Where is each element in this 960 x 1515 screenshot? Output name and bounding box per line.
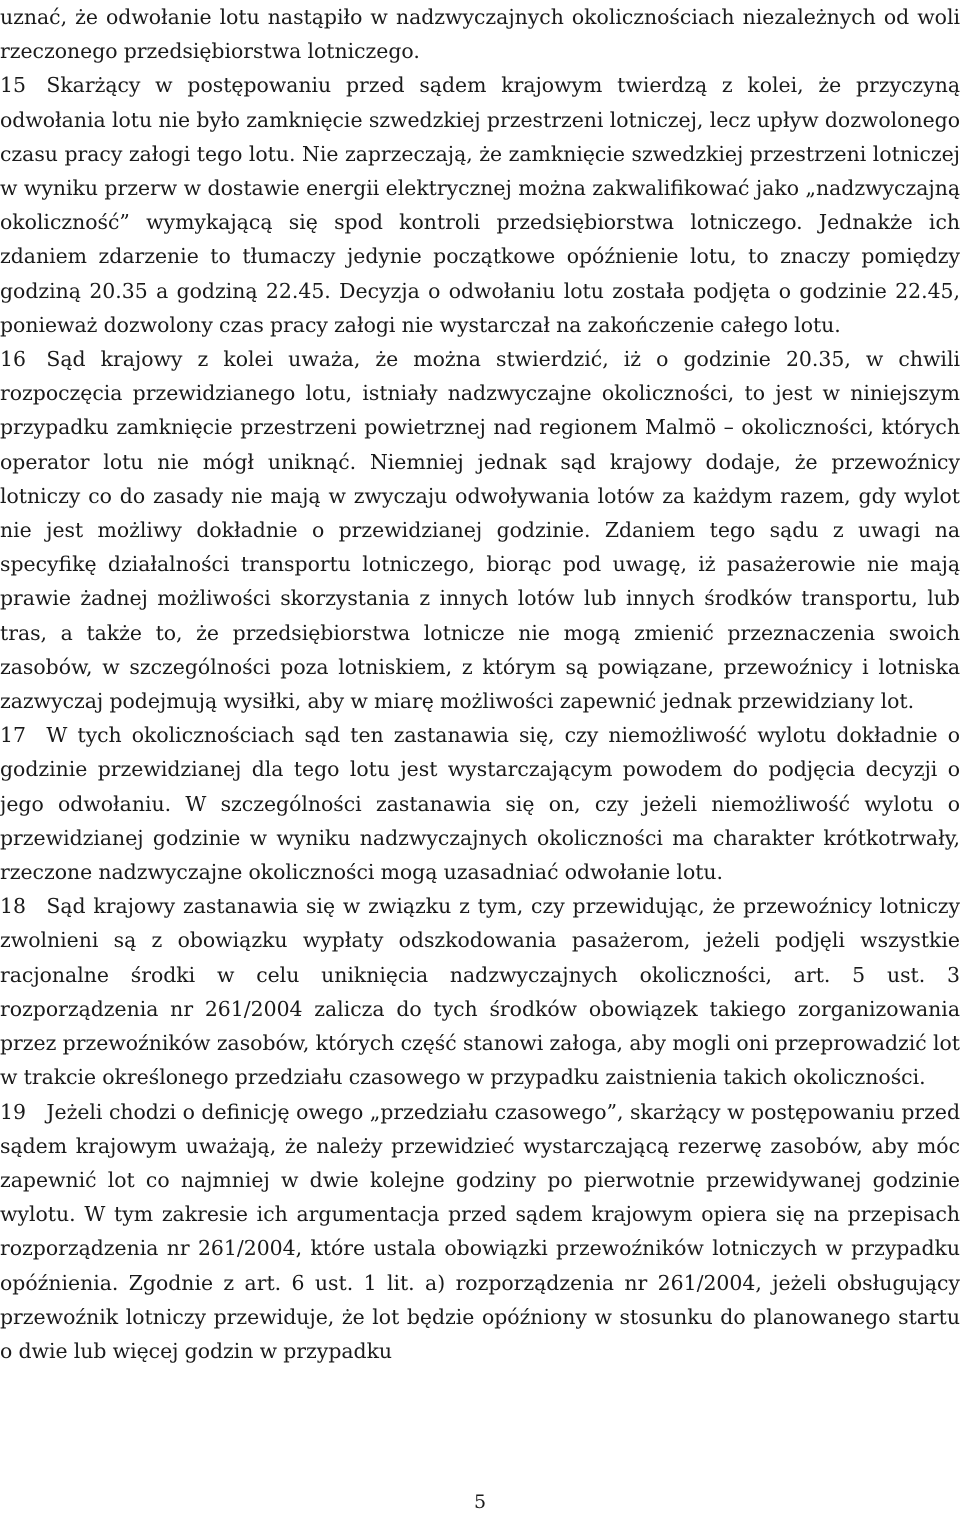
paragraph-text: Jeżeli chodzi o definicję owego „przedziału czasowego”, skarżący w postępowaniu przed sądem krajowym uważają, że należy przewidzieć wystarczającą rezerwę zasobów, aby móc zapewnić lot co najmniej w dwie kolejne godziny po pierwotnie przewidywanej godzinie wylotu. W tym zakresie ich argumentacja przed sądem krajowym opiera się na przepisach rozporządzenia nr 261/2004, które ustala obowiązki przewoźników lotniczych w przypadku opóźnienia. Zgodnie z art. 6 ust. 1 lit. a) rozporządzenia nr 261/2004, jeżeli obsługujący przewoźnik lotniczy przewiduje, że lot będzie opóźniony w stosunku do planowanego startu o dwie lub więcej godzin w przypadku (0, 1099, 960, 1363)
paragraph-number: 19 (0, 1099, 26, 1124)
paragraph-text: Skarżący w postępowaniu przed sądem krajowym twierdzą z kolei, że przyczyną odwołania lotu nie było zamknięcie szwedzkiej przestrzeni lotniczej, lecz upływ dozwolonego czasu pracy załogi tego lotu. Nie zaprzeczają, że zamknięcie szwedzkiej przestrzeni lotniczej w wyniku przerw w dostawie energii elektrycznej można zakwalifikować jako „nadzwyczajną okoliczność” wymykającą się spod kontroli przedsiębiorstwa lotniczego. Jednakże ich zdaniem zdarzenie to tłumaczy jedynie początkowe opóźnienie lotu, to znaczy pomiędzy godziną 20.35 a godziną 22.45. Decyzja o odwołaniu lotu została podjęta o godzinie 22.45, ponieważ dozwolony czas pracy załogi nie wystarczał na zakończenie całego lotu. (0, 73, 960, 337)
paragraph-number: 18 (0, 894, 26, 919)
paragraph-19 (0, 1095, 960, 1369)
paragraph-text: uznać, że odwołanie lotu nastąpiło w nadzwyczajnych okolicznościach niezależnych od woli rzeczonego przedsiębiorstwa lotniczego. (0, 5, 960, 64)
paragraph-continuation (0, 0, 960, 68)
paragraph-16 (0, 342, 960, 718)
paragraph-17 (0, 718, 960, 889)
paragraph-number: 17 (0, 723, 26, 748)
paragraph-15 (0, 68, 960, 342)
paragraph-text: Sąd krajowy z kolei uważa, że można stwierdzić, iż o godzinie 20.35, w chwili rozpoczęcia przewidzianego lotu, istniały nadzwyczajne okoliczności, to jest w niniejszym przypadku zamknięcie przestrzeni powietrznej nad regionem Malmö – okoliczności, których operator lotu nie mógł uniknąć. Niemniej jednak sąd krajowy dodaje, że przewoźnicy lotniczy co do zasady nie mają w zwyczaju odwoływania lotów za każdym razem, gdy wylot nie jest możliwy dokładnie o przewidzianej godzinie. Zdaniem tego sądu z uwagi na specyfikę działalności transportu lotniczego, biorąc pod uwagę, iż pasażerowie nie mają prawie żadnej możliwości skorzystania z innych lotów lub innych środków transportu, lub tras, a także to, że przedsiębiorstwa lotnicze nie mogą zmienić przeznaczenia swoich zasobów, w szczególności poza lotniskiem, z którym są powiązane, przewoźnicy i lotniska zazwyczaj podejmują wysiłki, aby w miarę możliwości zapewnić jednak przewidziany lot. (0, 347, 960, 714)
page-number: 5 (473, 1491, 487, 1513)
paragraph-number: 15 (0, 73, 26, 98)
paragraph-text: W tych okolicznościach sąd ten zastanawia się, czy niemożliwość wylotu dokładnie o godzinie przewidzianej dla tego lotu jest wystarczającym powodem do podjęcia decyzji o jego odwołaniu. W szczególności zastanawia się on, czy jeżeli niemożliwość wylotu o przewidzianej godzinie w wyniku nadzwyczajnych okoliczności ma charakter krótkotrwały, rzeczone nadzwyczajne okoliczności mogą uzasadniać odwołanie lotu. (0, 723, 960, 885)
paragraph-18 (0, 889, 960, 1094)
paragraph-text: Sąd krajowy zastanawia się w związku z tym, czy przewidując, że przewoźnicy lotniczy zwolnieni są z obowiązku wypłaty odszkodowania pasażerom, jeżeli podjęli wszystkie racjonalne środki w celu uniknięcia nadzwyczajnych okoliczności, art. 5 ust. 3 rozporządzenia nr 261/2004 zalicza do tych środków obowiązek takiego zorganizowania przez przewoźników zasobów, których część stanowi załoga, aby mogli oni przeprowadzić lot w trakcie określonego przedziału czasowego w przypadku zaistnienia takich okoliczności. (0, 894, 960, 1090)
paragraph-number: 16 (0, 347, 26, 372)
